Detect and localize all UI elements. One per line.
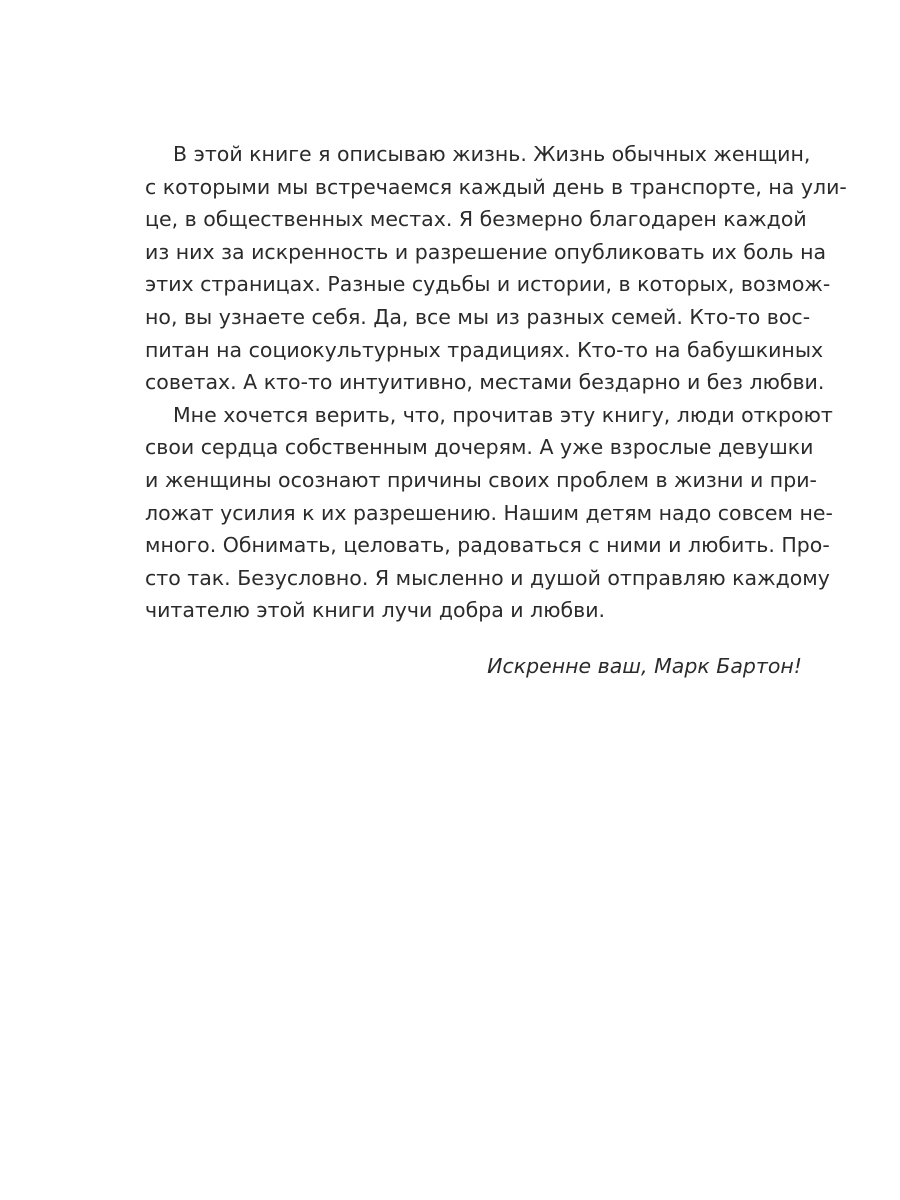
signature: Искренне ваш, Марк Бартон! <box>487 654 802 678</box>
body-text <box>145 138 847 627</box>
text-line: советах. А кто-то интуитивно, местами бездарно и без любви. <box>145 370 825 395</box>
text-line: с которыми мы встречаемся каждый день в транспорте, на ули- <box>145 174 847 199</box>
text-line: и женщины осознают причины своих проблем в жизни и при- <box>145 467 817 492</box>
text-line: свои сердца собственным дочерям. А уже взрослые девушки <box>145 435 814 460</box>
text-line: много. Обнимать, целовать, радоваться с ними и любить. Про- <box>145 533 830 558</box>
text-line: но, вы узнаете себя. Да, все мы из разных семей. Кто-то вос- <box>145 304 811 329</box>
text-line: ложат усилия к их разрешению. Нашим детям надо совсем не- <box>145 500 833 525</box>
text-line: читателю этой книги лучи добра и любви. <box>145 598 606 623</box>
text-line: В этой книге я описываю жизнь. Жизнь обычных женщин, <box>173 142 811 166</box>
text-line: из них за искренность и разрешение опубликовать их боль на <box>145 239 827 264</box>
text-line: це, в общественных местах. Я безмерно благодарен каждой <box>145 207 807 232</box>
text-line: питан на социокультурных традициях. Кто-то на бабушкиных <box>145 337 824 362</box>
text-line: Мне хочется верить, что, прочитав эту книгу, люди откроют <box>173 402 833 427</box>
paragraph-1 <box>145 138 847 399</box>
paragraph-2 <box>145 399 833 627</box>
text-line: этих страницах. Разные судьбы и истории, в которых, возмож- <box>145 272 831 297</box>
text-line: сто так. Безусловно. Я мысленно и душой отправляю каждому <box>145 565 830 590</box>
